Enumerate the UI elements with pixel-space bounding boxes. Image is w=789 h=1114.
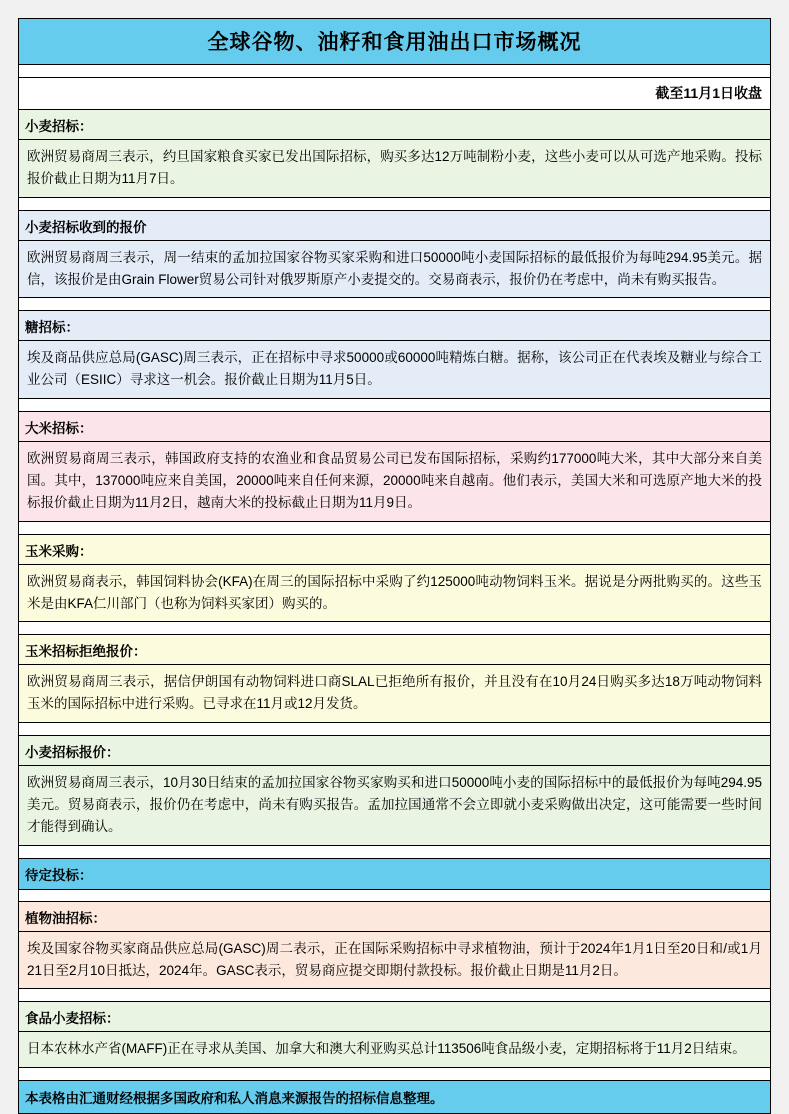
section-heading: 小麦招标报价： bbox=[19, 736, 770, 766]
section-gap-6 bbox=[19, 723, 770, 736]
section-body: 欧洲贸易商周三表示，周一结束的孟加拉国家谷物买家采购和进口50000吨小麦国际招标的最低报价为每吨294.95美元。据信，该报价是由Grain Flower贸易公司针对俄罗斯原产小麦提交的。交易商表示，报价仍在考虑中，尚未有购买报告。 bbox=[27, 249, 762, 287]
section-body: 欧洲贸易商周三表示，约旦国家粮食买家已发出国际招标，购买多达12万吨制粉小麦，这些小麦可以从可选产地采购。投标报价截止日期为11月7日。 bbox=[27, 149, 762, 186]
section-corn-purchase bbox=[19, 535, 770, 623]
section-wheat-tender-quote bbox=[19, 736, 770, 846]
section-heading: 小麦招标收到的报价 bbox=[19, 211, 770, 241]
pending-gap-1 bbox=[19, 989, 770, 1002]
section-heading: 玉米采购： bbox=[19, 535, 770, 565]
section-body: 埃及国家谷物买家商品供应总局(GASC)周二表示，正在国际采购招标中寻求植物油，预计于2024年1月1日至20日和/或1月21日至2月10日抵达，2024年。GASC表示，贸易商应提交即期付款投标。报价截止日期是11月2日。 bbox=[27, 940, 762, 978]
title-spacer bbox=[19, 65, 770, 78]
section-gap-5 bbox=[19, 622, 770, 635]
section-body: 欧洲贸易商周三表示，韩国政府支持的农渔业和食品贸易公司已发布国际招标，采购约177000吨大米，其中大部分来自美国。其中，137000吨应来自美国，20000吨来自任何来源，20000吨来自越南。他们表示，美国大米和可选原产地大米的投标报价截止日期为11月2日，越南大米的投标截止日期为11月9日。 bbox=[27, 451, 762, 510]
section-body: 欧洲贸易商周三表示，10月30日结束的孟加拉国家谷物买家购买和进口50000吨小麦的国际招标中的最低报价为每吨294.95美元。贸易商表示，报价仍在考虑中，尚未有购买报告。孟加拉国通常不会立即就小麦采购做出决定，这可能需要一些时间才能得到确认。 bbox=[27, 775, 762, 834]
pending-blank-row bbox=[19, 890, 770, 902]
source-note: 本表格由汇通财经根据多国政府和私人消息来源报告的招标信息整理。 bbox=[19, 1081, 770, 1113]
pending-gap-2 bbox=[19, 1068, 770, 1081]
section-body: 埃及商品供应总局(GASC)周三表示，正在招标中寻求50000或60000吨精炼白糖。据称，该公司正在代表埃及糖业与综合工业公司（ESIIC）寻求这一机会。报价截止日期为11月5日。 bbox=[27, 350, 762, 388]
section-gap-4 bbox=[19, 522, 770, 535]
section-vegetable-oil-tender bbox=[19, 902, 770, 990]
section-food-wheat-tender bbox=[19, 1002, 770, 1068]
section-gap-2 bbox=[19, 298, 770, 311]
as-of-date: 截至11月1日收盘 bbox=[19, 78, 770, 110]
section-gap-7 bbox=[19, 846, 770, 859]
section-gap-3 bbox=[19, 399, 770, 412]
section-gap-1 bbox=[19, 198, 770, 211]
section-heading: 小麦招标： bbox=[19, 110, 770, 140]
section-wheat-tender-offers bbox=[19, 211, 770, 299]
section-corn-tender-rejected bbox=[19, 635, 770, 723]
page-title: 全球谷物、油籽和食用油出口市场概况 bbox=[19, 19, 770, 65]
section-heading: 大米招标： bbox=[19, 412, 770, 442]
section-heading: 植物油招标： bbox=[19, 902, 770, 932]
section-heading: 糖招标： bbox=[19, 311, 770, 341]
section-wheat-tender bbox=[19, 110, 770, 198]
section-body: 欧洲贸易商表示，韩国饲料协会(KFA)在周三的国际招标中采购了约125000吨动物饲料玉米。据说是分两批购买的。这些玉米是由KFA仁川部门（也称为饲料买家团）购买的。 bbox=[27, 573, 762, 611]
section-body: 日本农林水产省(MAFF)正在寻求从美国、加拿大和澳大利亚购买总计113506吨食品级小麦，定期招标将于11月2日结束。 bbox=[27, 1041, 746, 1057]
section-heading: 玉米招标拒绝报价： bbox=[19, 635, 770, 665]
section-heading: 食品小麦招标： bbox=[19, 1002, 770, 1032]
section-rice-tender bbox=[19, 412, 770, 522]
report-sheet bbox=[18, 18, 771, 1114]
section-sugar-tender bbox=[19, 311, 770, 399]
pending-tenders-header: 待定投标： bbox=[19, 859, 770, 890]
section-body: 欧洲贸易商周三表示，据信伊朗国有动物饲料进口商SLAL已拒绝所有报价，并且没有在10月24日购买多达18万吨动物饲料玉米的国际招标中进行采购。已寻求在11月或12月发货。 bbox=[27, 674, 762, 712]
